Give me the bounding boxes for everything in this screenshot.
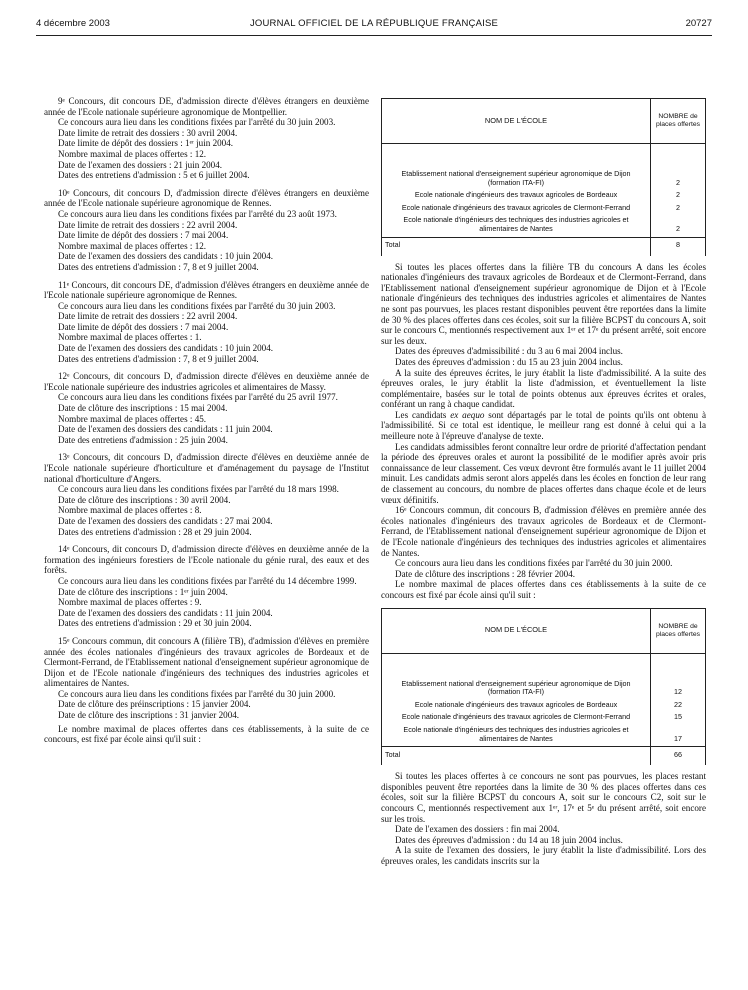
- paragraph: 10ᵉ Concours, dit concours D, d'admission directe d'élèves étrangers en deuxième année de l'Ecole nationale supérieure agronomique de Rennes.: [44, 187, 369, 209]
- paragraph: Date limite de dépôt des dossiers : 1ᵉʳ juin 2004.: [58, 138, 234, 149]
- paragraph: Date de l'examen des dossiers : 21 juin 2004.: [58, 159, 223, 170]
- paragraph: A la suite de l'examen des dossiers, le jury établit la liste d'admissibilité. Lors des épreuves orales, les candidats inscrits sur la: [381, 845, 706, 866]
- paragraph: Date de clôture des inscriptions : 31 janvier 2004.: [58, 710, 240, 721]
- paragraph: Date de l'examen des dossiers des candidats : 10 juin 2004.: [58, 251, 274, 262]
- page-number: 20727: [685, 18, 712, 29]
- school-name: Etablissement national d'enseignement supérieur agronomique de Dijon (formation ITA-FI): [382, 144, 651, 191]
- paragraph: 12ᵉ Concours, dit concours D, d'admission directe d'élèves en deuxième année de l'Ecole nationale supérieure des industries agricoles et alimentaires de Massy.: [44, 371, 369, 392]
- table-header-places: NOMBRE de places offertes: [651, 99, 706, 144]
- table-row: [382, 653, 706, 700]
- places-table-concours-b: [381, 608, 706, 766]
- paragraph: Date de l'examen des dossiers des candidats : 11 juin 2004.: [58, 424, 273, 435]
- school-name: Ecole nationale d'ingénieurs des techniques des industries agricoles et alimentaires de Nantes: [382, 725, 651, 747]
- paragraph: Date limite de dépôt des dossiers : 7 mai 2004.: [58, 230, 229, 241]
- school-name: Ecole nationale d'ingénieurs des travaux agricoles de Clermont-Ferrand: [382, 712, 651, 725]
- places-value: 17: [651, 725, 706, 747]
- paragraph: Date limite de retrait des dossiers : 22 avril 2004.: [58, 219, 238, 230]
- places-value: 22: [651, 700, 706, 713]
- paragraph: Ce concours aura lieu dans les conditions fixées par l'arrêté du 14 décembre 1999.: [58, 575, 357, 586]
- table-row: [382, 144, 706, 191]
- paragraph: Ce concours aura lieu dans les conditions fixées par l'arrêté du 25 avril 1977.: [58, 392, 338, 403]
- paragraph: 15ᵉ Concours commun, dit concours A (filière TB), d'admission d'élèves en première année des écoles nationales d'ingénieurs des travaux agricoles de Bordeaux et de Clermont-Ferrand, de l'Etablissement national d'enseignement supérieur agronomique de Dijon et de l'Ecole nationale d'ingénieurs des techniques des industries agricoles et alimentaires de Nantes.: [44, 635, 369, 689]
- table-row: [382, 700, 706, 713]
- paragraph: Date limite de retrait des dossiers : 30 avril 2004.: [58, 127, 238, 138]
- paragraph: Nombre maximal de places offertes : 12.: [58, 148, 207, 159]
- right-column: [381, 98, 706, 866]
- paragraph: Ce concours aura lieu dans les conditions fixées par l'arrêté du 30 juin 2003.: [58, 300, 336, 311]
- paragraph: Date de clôture des inscriptions : 30 avril 2004.: [58, 494, 231, 505]
- table-row: [382, 215, 706, 237]
- paragraph: 13ᵉ Concours, dit concours D, d'admission directe d'élèves en deuxième année de l'Ecole nationale supérieure d'horticulture et d'aménagement du paysage de l'Institut national d'horticulture d'Angers.: [44, 452, 369, 484]
- paragraph: Dates des entretiens d'admission : 29 et 30 juin 2004.: [58, 618, 252, 629]
- paragraph: Date de clôture des inscriptions : 1ᵉʳ juin 2004.: [58, 586, 228, 597]
- paragraph-ex-aequo: Les candidats ex aequo sont départagés par le total de points qu'ils ont obtenu à l'admissibilité. Si ce total est identique, le meilleur rang est donné à celui qui a la meilleure note à l'épreuve d'analyse de texte.: [381, 409, 706, 442]
- paragraph: Si toutes les places offertes dans la filière TB du concours A dans les écoles nationales d'ingénieurs des travaux agricoles de Bordeaux et de Clermont-Ferrand, dans l'Etablissement national d'enseignement supérieur agronomique de Dijon et à l'Ecole nationale d'ingénieurs des techniques des industries agricoles et alimentaires de Nantes ne sont pas pourvues, les places restant disponibles peuvent être reportées dans la limite de 30 % des places offertes dans ces écoles, soit sur la filière BCPST du concours A, soit sur le concours C, mentionnés respectivement aux 1ᵉʳ et 17ᵉ du présent arrêté, soit encore sur les deux.: [381, 261, 706, 346]
- paragraph: Date des entretiens d'admission : 25 juin 2004.: [58, 434, 228, 445]
- paragraph: Le nombre maximal de places offertes dans ces établissements à la suite de ce concours est fixé par école ainsi qu'il suit :: [381, 579, 706, 600]
- paragraph: Nombre maximal de places offertes : 1.: [58, 332, 202, 343]
- left-column: [44, 96, 369, 745]
- paragraph: Ce concours aura lieu dans les conditions fixées par l'arrêté du 30 juin 2000.: [58, 688, 336, 699]
- paragraph: Date de clôture des inscriptions : 15 mai 2004.: [58, 403, 228, 414]
- paragraph: Les candidats admissibles feront connaître leur ordre de priorité d'affectation pendant la période des épreuves orales et auront la possibilité de le modifier après avoir pris connaissance de leur classement. Ces vœux devront être formulés avant le 11 juillet 2004 minuit. Les candidats admis seront alors appelés dans les écoles en fonction de leur rang de classement au concours, du nombre de places offertes dans chaque école et de leurs vœux définitifs.: [381, 441, 706, 505]
- emphasis: ex aequo: [450, 409, 485, 420]
- header-rule: [36, 35, 712, 36]
- paragraph: Ce concours aura lieu dans les conditions fixées par l'arrêté du 18 mars 1998.: [58, 484, 339, 495]
- paragraph: Le nombre maximal de places offertes dans ces établissements, à la suite de ce concours, est fixé par école ainsi qu'il suit :: [44, 723, 369, 745]
- paragraph: Date limite de dépôt des dossiers : 7 mai 2004.: [58, 321, 229, 332]
- school-name: Ecole nationale d'ingénieurs des techniques des industries agricoles et alimentaires de Nantes: [382, 215, 651, 237]
- paragraph: Date de l'examen des dossiers des candidats : 27 mai 2004.: [58, 515, 273, 526]
- header-date: 4 décembre 2003: [36, 18, 110, 29]
- paragraph: Nombre maximal de places offertes : 9.: [58, 597, 202, 608]
- paragraph: Date de clôture des préinscriptions : 15 janvier 2004.: [58, 699, 251, 710]
- places-value: 2: [651, 215, 706, 237]
- school-name: Etablissement national d'enseignement supérieur agronomique de Dijon (formation ITA-FI): [382, 653, 651, 700]
- paragraph: Date de clôture des inscriptions : 28 février 2004.: [395, 568, 576, 579]
- school-name: Ecole nationale d'ingénieurs des travaux agricoles de Clermont-Ferrand: [382, 203, 651, 216]
- places-table-concours-a: [381, 98, 706, 256]
- table-row: [382, 190, 706, 203]
- school-name: Ecole nationale d'ingénieurs des travaux agricoles de Bordeaux: [382, 700, 651, 713]
- total-value: 66: [651, 747, 706, 766]
- table-row: [382, 203, 706, 216]
- paragraph: Date de l'examen des dossiers des candidats : 11 juin 2004.: [58, 607, 273, 618]
- total-label: Total: [382, 747, 651, 766]
- paragraph: Date de l'examen des dossiers : fin mai 2004.: [395, 824, 560, 835]
- paragraph: Nombre maximal de places offertes : 45.: [58, 413, 207, 424]
- paragraph: A la suite des épreuves écrites, le jury établit la liste d'admissibilité. A la suite des épreuves orales, le jury établit la liste d'admission, et éventuellement la liste complémentaire, basées sur le total de points obtenus aux épreuves écrites et orales, conférant un rang à chaque candidat.: [381, 367, 706, 410]
- table-row: [382, 712, 706, 725]
- page-header: [36, 18, 712, 34]
- table-header-school: NOM DE L'ÉCOLE: [382, 608, 651, 653]
- paragraph: Dates des entretiens d'admission : 28 et 29 juin 2004.: [58, 526, 252, 537]
- paragraph: Si toutes les places offertes à ce concours ne sont pas pourvues, les places restant disponibles peuvent être reportées dans la limite de 30 % des places offertes dans ces écoles, soit sur la filière BCPST du concours A, soit sur le concours C2, soit sur le concours C, mentionnés respectivement aux 1ᵉʳ, 17ᵉ et 5ᵉ du présent arrêté, soit encore sur les trois.: [381, 771, 706, 824]
- paragraph: Dates des entretiens d'admission : 5 et 6 juillet 2004.: [58, 170, 250, 181]
- paragraph: Date limite de retrait des dossiers : 22 avril 2004.: [58, 311, 238, 322]
- total-value: 8: [651, 237, 706, 256]
- paragraph: Date de l'examen des dossiers des candidats : 10 juin 2004.: [58, 343, 274, 354]
- paragraph: Dates des épreuves d'admissibilité : du 3 au 6 mai 2004 inclus.: [395, 346, 623, 357]
- table-header-school: NOM DE L'ÉCOLE: [382, 99, 651, 144]
- paragraph: Ce concours aura lieu dans les conditions fixées par l'arrêté du 30 juin 2000.: [395, 558, 673, 569]
- places-value: 2: [651, 190, 706, 203]
- table-total-row: [382, 747, 706, 766]
- places-value: 12: [651, 653, 706, 700]
- paragraph: 9ᵉ Concours, dit concours DE, d'admission directe d'élèves étrangers en deuxième année de l'Ecole nationale supérieure agronomique de Montpellier.: [44, 96, 369, 117]
- paragraph: 11ᵉ Concours, dit concours DE, d'admission d'élèves étrangers en deuxième année de l'Ecole nationale supérieure agronomique de Rennes.: [44, 279, 369, 301]
- paragraph: Ce concours aura lieu dans les conditions fixées par l'arrêté du 23 août 1973.: [58, 208, 337, 219]
- table-row: [382, 725, 706, 747]
- paragraph: Dates des épreuves d'admission : du 15 au 23 juin 2004 inclus.: [395, 356, 623, 367]
- paragraph: 16ᵉ Concours commun, dit concours B, d'admission d'élèves en première année des écoles nationales d'ingénieurs des travaux agricoles de Bordeaux et de Clermont-Ferrand, de l'Etablissement national d'enseignement supérieur agronomique de Dijon et de l'Ecole nationale d'ingénieurs des techniques des industries agricoles et alimentaires de Nantes.: [381, 505, 706, 558]
- paragraph: 14ᵉ Concours, dit concours D, d'admission directe d'élèves en deuxième année de la formation des ingénieurs forestiers de l'Ecole nationale du génie rural, des eaux et des forêts.: [44, 544, 369, 576]
- total-label: Total: [382, 237, 651, 256]
- table-total-row: [382, 237, 706, 256]
- table-header-places: NOMBRE de places offertes: [651, 608, 706, 653]
- places-value: 15: [651, 712, 706, 725]
- school-name: Ecole nationale d'ingénieurs des travaux agricoles de Bordeaux: [382, 190, 651, 203]
- places-value: 2: [651, 203, 706, 216]
- paragraph: Nombre maximal de places offertes : 12.: [58, 240, 207, 251]
- paragraph: Nombre maximal de places offertes : 8.: [58, 505, 202, 516]
- journal-title: JOURNAL OFFICIEL DE LA RÉPUBLIQUE FRANÇAISE: [249, 18, 499, 29]
- paragraph: Ce concours aura lieu dans les conditions fixées par l'arrêté du 30 juin 2003.: [58, 117, 336, 128]
- places-value: 2: [651, 144, 706, 191]
- paragraph: Dates des entretiens d'admission : 7, 8 et 9 juillet 2004.: [58, 261, 259, 272]
- paragraph: Dates des épreuves d'admission : du 14 au 18 juin 2004 inclus.: [395, 834, 623, 845]
- paragraph: Dates des entretiens d'admission : 7, 8 et 9 juillet 2004.: [58, 353, 259, 364]
